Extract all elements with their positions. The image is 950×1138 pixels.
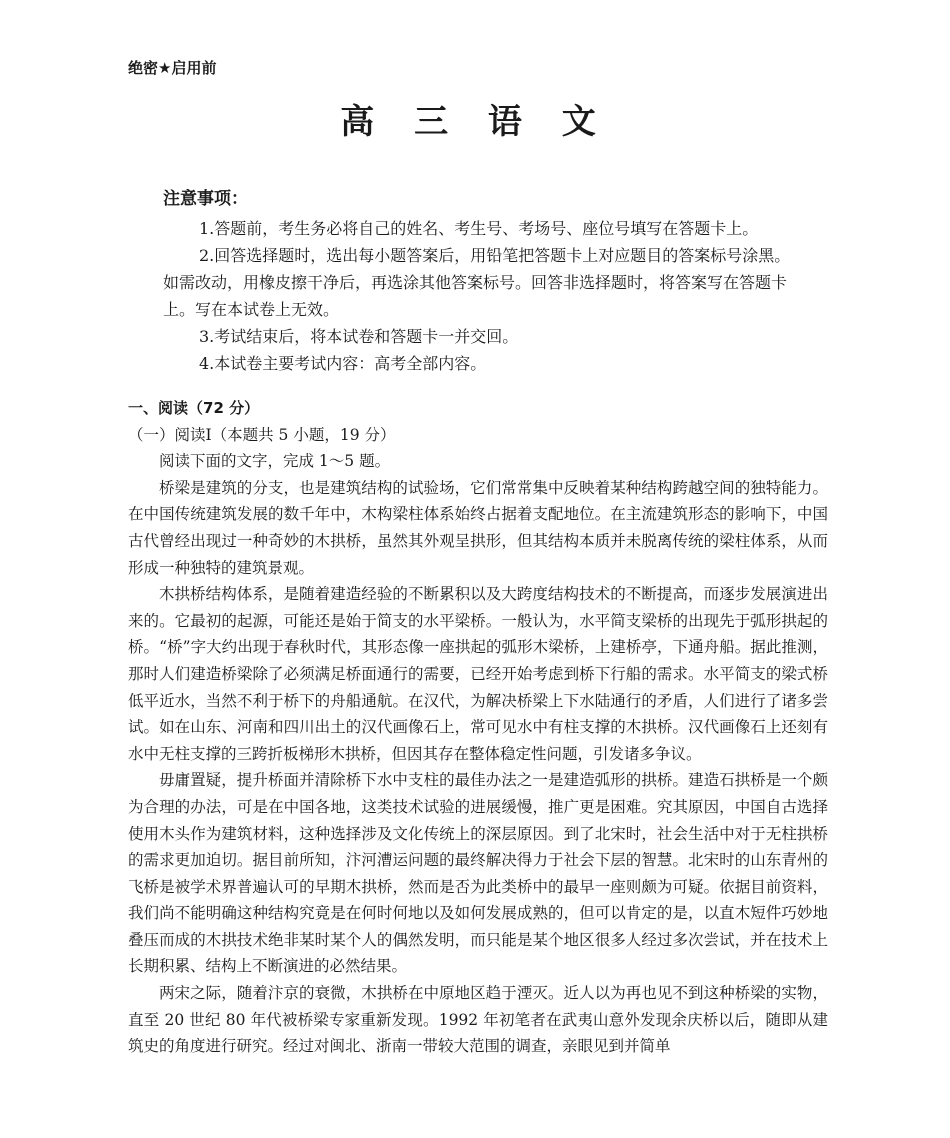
article-paragraph: 木拱桥结构体系，是随着建造经验的不断累积以及大跨度结构技术的不断提高，而逐步发展演进出来的。它最初的起源，可能还是始于简支的水平梁桥。一般认为，水平简支梁桥的出现先于弧形拱起的桥。“桥”字大约出现于春秋时代，其形态像一座拱起的弧形木梁桥，上建桥亭，下通舟船。据此推测，那时人们建造桥梁除了必须满足桥面通行的需要，已经开始考虑到桥下行船的需求。水平简支的梁式桥低平近水，当然不利于桥下的舟船通航。在汉代，为解决桥梁上下水陆通行的矛盾，人们进行了诸多尝试。如在山东、河南和四川出土的汉代画像石上，常可见水中有柱支撑的木拱桥。汉代画像石上还刻有水中无柱支撑的三跨折板梯形木拱桥，但因其存在整体稳定性问题，引发诸多争议。 xyxy=(128,585,828,763)
notice-item: 1.答题前，考生务必将自己的姓名、考生号、考场号、座位号填写在答题卡上。 xyxy=(199,219,759,238)
notice-heading: 注意事项： xyxy=(163,189,248,209)
notice-item: 2.回答选择题时，选出每小题答案后，用铅笔把答题卡上对应题目的答案标号涂黑。如需改动，用橡皮擦干净后，再选涂其他答案标号。回答非选择题时，将答案写在答题卡上。写在本试卷上无效。 xyxy=(163,246,791,319)
article-paragraph: 两宋之际，随着汴京的衰微，木拱桥在中原地区趋于湮灭。近人以为再也见不到这种桥梁的实物，直至 20 世纪 80 年代被桥梁专家重新发现。1992 年初笔者在武夷山意外发现余庆桥以后，随即从建筑史的角度进行研究。经过对闽北、浙南一带较大范围的调查，亲眼见到并简单 xyxy=(128,984,828,1056)
notice-block xyxy=(163,186,803,377)
instruction-text: 阅读下面的文字，完成 1～5 题。 xyxy=(159,452,391,471)
notice-item: 3.考试结束后，将本试卷和答题卡一并交回。 xyxy=(199,327,519,346)
page-title: 高 三 语 文 xyxy=(340,102,610,142)
reading-section xyxy=(128,395,828,1060)
notice-item: 4.本试卷主要考试内容：高考全部内容。 xyxy=(199,354,487,373)
article-paragraph: 毋庸置疑，提升桥面并清除桥下水中支柱的最佳办法之一是建造弧形的拱桥。建造石拱桥是一个颇为合理的办法，可是在中国各地，这类技术试验的进展缓慢，推广更是困难。究其原因，中国自古选择使用木头作为建筑材料，这种选择涉及文化传统上的深层原因。到了北宋时，社会生活中对于无柱拱桥的需求更加迫切。据目前所知，汴河漕运问题的最终解决得力于社会下层的智慧。北宋时的山东青州的飞桥是被学术界普遍认可的早期木拱桥，然而是否为此类桥中的最早一座则颇为可疑。依据目前资料，我们尚不能明确这种结构究竟是在何时何地以及如何发展成熟的，但可以肯定的是，以直木短件巧妙地叠压而成的木拱技术绝非某时某个人的偶然发明，而只能是某个地区很多人经过多次尝试，并在技术上长期积累、结构上不断演进的必然结果。 xyxy=(128,771,828,976)
section-heading: 一、阅读（72 分） xyxy=(128,399,260,417)
confidential-label: 绝密★启用前 xyxy=(128,59,217,77)
subsection-heading: （一）阅读Ⅰ（本题共 5 小题，19 分） xyxy=(128,425,396,444)
article-paragraph: 桥梁是建筑的分支，也是建筑结构的试验场，它们常常集中反映着某种结构跨越空间的独特能力。在中国传统建筑发展的数千年中，木构梁柱体系始终占据着支配地位。在主流建筑形态的影响下，中国古代曾经出现过一种奇妙的木拱桥，虽然其外观呈拱形，但其结构本质并未脱离传统的梁柱体系，从而形成一种独特的建筑景观。 xyxy=(128,478,828,577)
